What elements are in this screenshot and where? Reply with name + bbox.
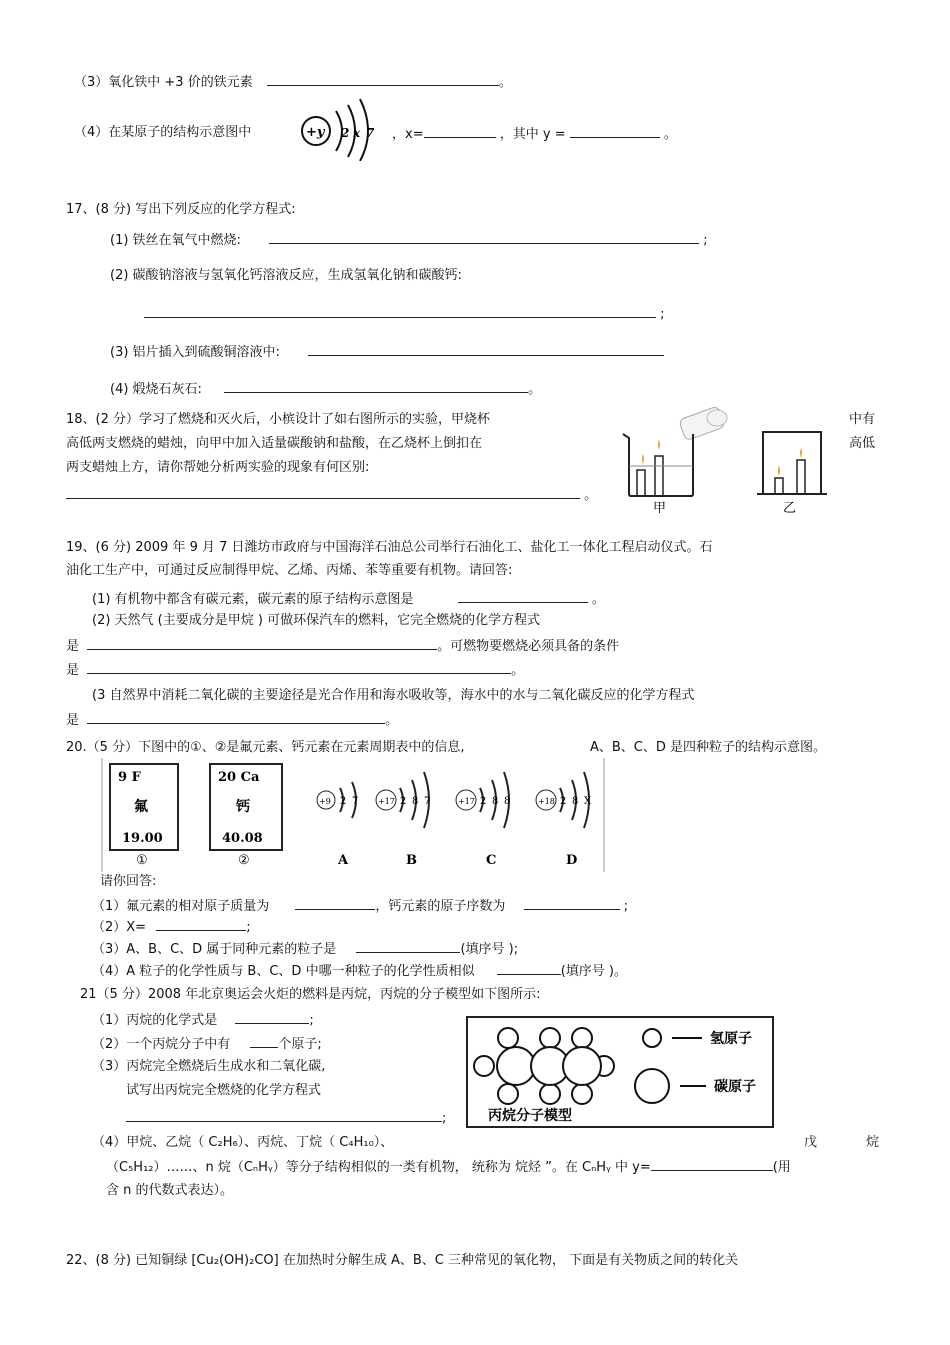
shell2-count: x [353,126,361,140]
cell2-mass: 40.08 [222,831,263,846]
q20-ask: 请你回答: [100,874,157,889]
q16-part4-answers: ，x= ，其中 y = 。 [392,127,677,142]
atom-c-shell2: 8 [492,796,499,807]
cell1-mark: ① [136,853,148,868]
q20-sub3-suffix: (填序号 ); [460,942,519,957]
q21-sub2 [92,1035,322,1053]
q19-ans3: (3 自然界中消耗二氧化碳的主要途径是光合作用和海水吸收等，海水中的水与二氧化碳反应的化学方程式 [92,688,695,703]
q17-item2-blank[interactable] [144,305,656,318]
q21-sub2-text: （2）一个丙烷分子中有 [92,1037,231,1052]
atom-c-nucleus: +17 [458,797,475,806]
atom-c-shell3: 8 [504,796,511,807]
q18-line3: 两支蜡烛上方，请你帮她分析两实验的现象有何区别: [66,460,370,475]
q19-ans1: (1) 有机物中都含有碳元素，碳元素的原子结构示意图是 。 [92,592,605,607]
flame-icon [642,454,644,464]
propane-model-figure [466,1016,774,1128]
flame-icon [800,448,802,458]
beaker-jia-icon [623,434,693,496]
cell1-mass: 19.00 [122,831,163,846]
q18-answer-blank[interactable] [66,486,580,499]
atom-a-nucleus: +9 [319,797,331,806]
q16-atom-diagram [298,97,388,161]
q20-heading-2: A、B、C、D 是四种粒子的结构示意图。 [590,740,827,755]
atom-c-diagram [456,772,510,868]
q17-item4: (4) 煅烧石灰石: 。 [110,382,542,397]
carbon-atom-icon [635,1069,669,1103]
q21-heading: 21（5 分）2008 年北京奥运会火炬的燃料是丙烷，丙烷的分子模型如下图所示: [80,987,541,1002]
hydrogen-atom-icon [643,1029,661,1047]
q20-sub1-text2: ，钙元素的原子序数为 [375,899,506,914]
q19-ans3-line: 是 。 [66,713,399,728]
q20-sub4-text: （4）A 粒子的化学性质与 B、C、D 中哪一种粒子的化学性质相似 [92,964,475,979]
q20-heading: 20.（5 分）下图中的①、②是氟元素、钙元素在元素周期表中的信息, [66,740,465,755]
model-caption: 丙烷分子模型 [488,1108,572,1124]
q17-item1-text: (1) 铁丝在氧气中燃烧: [110,233,241,248]
atom-a-diagram [317,782,358,868]
flame-icon [778,466,780,476]
q19-ans3-prefix: 是 [66,713,80,728]
q21-sub3a: （3）丙烷完全燃烧后生成水和二氧化碳, [92,1059,326,1074]
atom-b-label: B [406,853,417,868]
q20-sub2: （2）X= ; [92,920,251,935]
carbon-label: 碳原子 [714,1079,756,1095]
q16-x-blank[interactable] [424,125,496,138]
q21-sub1-text: （1）丙烷的化学式是 [92,1013,218,1028]
q17-item2-text: (2) 碳酸钠溶液与氢氧化钙溶液反应，生成氢氧化钠和碳酸钙: [110,268,462,283]
beaker-jia-label: 甲 [653,501,667,516]
atom-c-label: C [486,853,497,868]
atom-a-shell1: 2 [340,796,347,807]
atom-d-shell1: 2 [560,796,567,807]
q18-line1-right: 中有 [849,412,876,427]
beaker-yi-label: 乙 [783,501,797,516]
q20-mass-blank[interactable] [295,897,375,910]
atom-d-shell2: 8 [572,796,579,807]
atom-b-shell3: 7 [424,796,431,807]
propane-molecule-icon [474,1028,614,1104]
q17-item1-blank[interactable] [269,231,699,244]
q20-sub2-text: （2）X= [92,920,147,935]
q20-figure [100,758,606,872]
q17-item1: (1) 铁丝在氧气中燃烧: ; [110,233,708,248]
atom-a-label: A [338,853,349,868]
q19-ans2-line [66,637,619,655]
q21-sub4-right2: 烷 [866,1135,880,1150]
cell1-number: 9 F [118,770,141,785]
q21-sub4-right1: 戊 [804,1135,818,1150]
q20-same-element-blank[interactable] [356,940,460,953]
q21-sub4c: 含 n 的代数式表达）。 [106,1183,234,1198]
q17-item3-text: (3) 铝片插入到硫酸铜溶液中: [110,345,280,360]
q17-item4-blank[interactable] [224,380,528,393]
q20-sub3-text: （3）A、B、C、D 属于同种元素的粒子是 [92,942,337,957]
q19-condition-blank[interactable] [87,661,511,674]
atom-d-diagram [536,772,592,868]
q19-ans2-suffix: 。可燃物要燃烧必须具备的条件 [437,639,620,654]
q20-sub4 [92,962,627,980]
atom-d-label: D [566,853,578,868]
q17-item2-answer: ; [144,305,665,323]
q21-sub1: （1）丙烷的化学式是 ; [92,1013,314,1028]
hand-icon [707,410,727,426]
q19-condition-prefix: 是 [66,663,80,678]
q19-line1: 19、(6 分) 2009 年 9 月 7 日潍坊市政府与中国海洋石油总公司举行石油化工、盐化工一体化工程启动仪式。石 [66,540,713,555]
q22-line1: 22、(8 分) 已知铜绿 [Cu₂(OH)₂CO] 在加热时分解生成 A、B、C 三种常见的氧化物， 下面是有关物质之间的转化关 [66,1253,739,1268]
q19-condition-line: 是 。 [66,663,525,678]
q19-ans3-blank[interactable] [87,711,385,724]
cell2-number: 20 Ca [218,770,260,785]
cell2-name: 钙 [236,799,250,815]
beaker-yi-icon [763,432,821,494]
q20-sub3 [92,940,518,958]
cell1-name: 氟 [134,799,148,815]
q19-line2: 油化工生产中，可通过反应制得甲烷、乙烯、丙烯、苯等重要有机物。请回答: [66,563,513,578]
atom-a-shell2: 7 [352,796,359,807]
atom-b-shell1: 2 [400,796,407,807]
atom-b-diagram [376,772,430,868]
q20-sub1: （1）氟元素的相对原子质量为 ，钙元素的原子序数为 ; [92,899,629,914]
q19-ans2: (2) 天然气 (主要成分是甲烷 ) 可做环保汽车的燃料，它完全燃烧的化学方程式 [92,613,541,628]
q21-sub4b-text: （C₅H₁₂）……、n 烷（CₙHᵧ）等分子结构相似的一类有机物， 统称为 烷烃 ”。在 CₙHᵧ 中 y= [106,1160,651,1175]
shell3-count: 7 [366,126,375,140]
q18-beaker-figure [615,404,830,516]
q19-ans1-blank[interactable] [458,590,588,603]
q20-sub4-suffix: (填序号 )。 [560,964,627,979]
q21-formula-blank[interactable] [235,1011,309,1024]
q17-heading: 17、(8 分) 写出下列反应的化学方程式: [66,202,296,217]
q21-sub4a: （4）甲烷、乙烷（ C₂H₆）、丙烷、丁烷（ C₄H₁₀）、 [92,1135,394,1150]
q21-atoms-blank[interactable] [250,1035,278,1048]
q16-part3-text: （3）氧化铁中 +3 价的铁元素 [74,75,253,90]
q16-part3-blank[interactable] [267,73,499,86]
atom-d-shell3: X [584,796,592,807]
q19-ans1-text: (1) 有机物中都含有碳元素，碳元素的原子结构示意图是 [92,592,414,607]
q20-sub1-text: （1）氟元素的相对原子质量为 [92,899,270,914]
shell1-count: 2 [341,126,350,140]
atom-b-nucleus: +17 [378,797,395,806]
atom-b-shell2: 8 [412,796,419,807]
atom-c-shell1: 2 [480,796,487,807]
nucleus-charge: +y [306,125,325,140]
q16-y-blank[interactable] [570,125,660,138]
q17-item3-blank[interactable] [308,343,664,356]
flame-icon [658,440,660,450]
cell2-mark: ② [238,853,250,868]
q21-equation-blank[interactable] [126,1109,442,1122]
q19-ans2-blank[interactable] [87,637,437,650]
q21-sub2-suffix: 个原子; [278,1037,322,1052]
q16-x-label: ，x= [392,127,424,142]
q18-line2-right: 高低 [849,436,876,451]
q21-y-blank[interactable] [651,1158,773,1171]
q20-number-blank[interactable] [524,897,620,910]
q17-item3 [110,343,664,361]
q16-part3: （3）氧化铁中 +3 价的铁元素 。 [74,75,512,90]
q17-item4-text: (4) 煅烧石灰石: [110,382,202,397]
q16-y-label: ，其中 y = [499,127,566,142]
q18-answer: 。 [66,486,597,504]
q16-part4-text: （4）在某原子的结构示意图中 [74,125,252,140]
q21-sub4b-suffix: (用 [772,1160,791,1175]
q21-sub4b [106,1158,791,1176]
q21-sub3b: 试写出丙烷完全燃烧的化学方程式 [126,1083,322,1098]
q19-ans2-prefix: 是 [66,639,80,654]
q20-x-blank[interactable] [156,918,246,931]
q21-sub3-answer: ; [126,1109,446,1127]
q20-similar-blank[interactable] [497,962,561,975]
hydrogen-label: 氢原子 [710,1031,752,1047]
q18-line1: 18、(2 分）学习了燃烧和灭火后，小槟设计了如右图所示的实验，甲烧杯 [66,412,491,427]
q18-line2: 高低两支燃烧的蜡烛，向甲中加入适量碳酸钠和盐酸，在乙烧杯上倒扣在 [66,436,483,451]
atom-d-nucleus: +18 [538,797,555,806]
